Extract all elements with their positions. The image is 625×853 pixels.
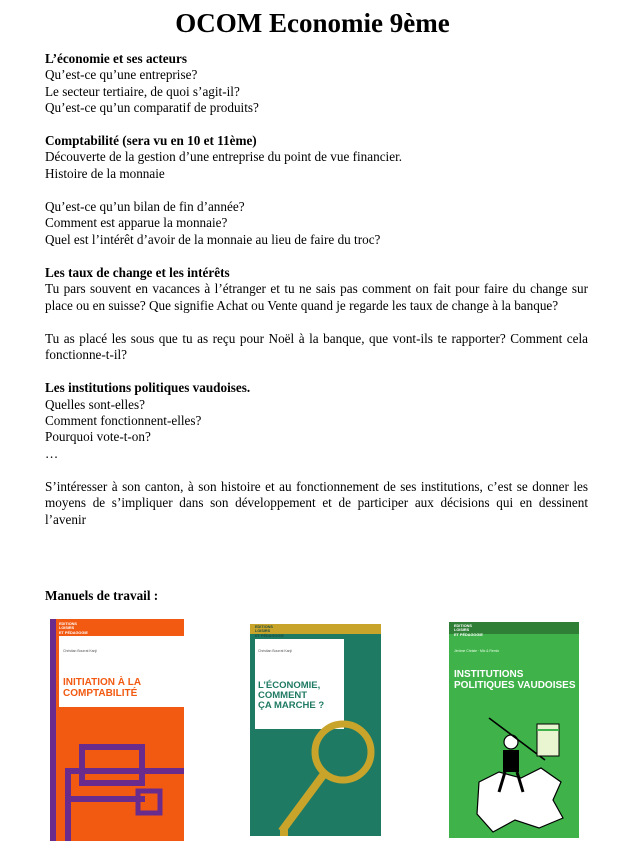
text-line: … bbox=[45, 445, 59, 461]
magnifier-icon bbox=[250, 624, 381, 836]
text-line: Quelles sont-elles? bbox=[45, 396, 145, 412]
book-title: INSTITUTIONS POLITIQUES VAUDOISES bbox=[454, 669, 576, 691]
book-cover-economie bbox=[250, 624, 381, 836]
paragraph: S’intéresser à son canton, à son histoire et au fonctionnement de ses institutions, c’est se donner les moyens de s’impliquer dans son développement et de participer aux décisions qui en dessinent l’avenir bbox=[45, 478, 588, 527]
section-institutions bbox=[45, 380, 588, 461]
text-line: Quel est l’intérêt d’avoir de la monnaie au lieu de faire du troc? bbox=[45, 231, 381, 247]
page-title: OCOM Economie 9ème bbox=[175, 8, 450, 38]
manuals-heading: Manuels de travail : bbox=[45, 588, 159, 603]
text-line: Découverte de la gestion d’une entreprise du point de vue financier. bbox=[45, 149, 403, 165]
section-heading: L’économie et ses acteurs bbox=[45, 51, 187, 66]
spacer bbox=[45, 182, 588, 199]
text-line: Qu’est-ce qu’un bilan de fin d’année? bbox=[45, 199, 245, 215]
section-taux-change bbox=[45, 265, 588, 363]
text-line: Qu’est-ce qu’un comparatif de produits? bbox=[45, 99, 259, 115]
publisher-label: EDITIONS LOISIRS ET PÉDAGOGIE bbox=[59, 622, 88, 635]
title-panel: Christian Bourrat Kanji INITIATION À LA COMPTABILITÉ bbox=[59, 636, 184, 707]
briefcase-icon bbox=[50, 619, 184, 841]
text-line: Comment fonctionnent-elles? bbox=[45, 413, 202, 429]
section-heading: Comptabilité (sera vu en 10 et 11ème) bbox=[45, 133, 257, 149]
spacer bbox=[45, 314, 588, 331]
paragraph: Tu as placé les sous que tu as reçu pour Noël à la banque, que vont-ils te rapporter? Comment cela fonctionne-t-il? bbox=[45, 330, 588, 363]
document-body bbox=[45, 51, 588, 545]
book-title: L’ÉCONOMIE, COMMENT ÇA MARCHE ? bbox=[258, 680, 325, 711]
book-title: INITIATION À LA COMPTABILITÉ bbox=[63, 677, 142, 699]
book-author: Jérôme Christe · Mix & Remix bbox=[454, 649, 500, 653]
text-line: Comment est apparue la monnaie? bbox=[45, 215, 228, 231]
section-comptabilite bbox=[45, 133, 588, 248]
vaud-figure-icon bbox=[449, 622, 579, 838]
title-panel: Christian Bourrat Kanji L’ÉCONOMIE, COMMENT ÇA MARCHE ? bbox=[255, 639, 344, 729]
section-heading: Les taux de change et les intérêts bbox=[45, 264, 230, 280]
section-economie-acteurs bbox=[45, 51, 588, 116]
book-cover-comptabilite bbox=[50, 619, 184, 841]
publisher-label: EDITIONS LOISIRS ET PÉDAGOGIE bbox=[255, 625, 284, 638]
book-cover-institutions bbox=[449, 622, 579, 838]
text-line: Qu’est-ce qu’une entreprise? bbox=[45, 67, 198, 83]
text-line: Histoire de la monnaie bbox=[45, 165, 165, 181]
section-heading: Les institutions politiques vaudoises. bbox=[45, 380, 251, 396]
publisher-label: EDITIONS LOISIRS ET PÉDAGOGIE bbox=[454, 624, 483, 637]
text-line: Pourquoi vote-t-on? bbox=[45, 429, 151, 445]
text-line: Le secteur tertiaire, de quoi s’agit-il? bbox=[45, 83, 240, 99]
section-conclusion bbox=[45, 479, 588, 528]
paragraph: Tu pars souvent en vacances à l’étranger et tu ne sais pas comment on fait pour faire du change sur place ou en suisse? Que signifie Achat ou Vente quand je regarde les taux de change à la banque? bbox=[45, 281, 588, 313]
